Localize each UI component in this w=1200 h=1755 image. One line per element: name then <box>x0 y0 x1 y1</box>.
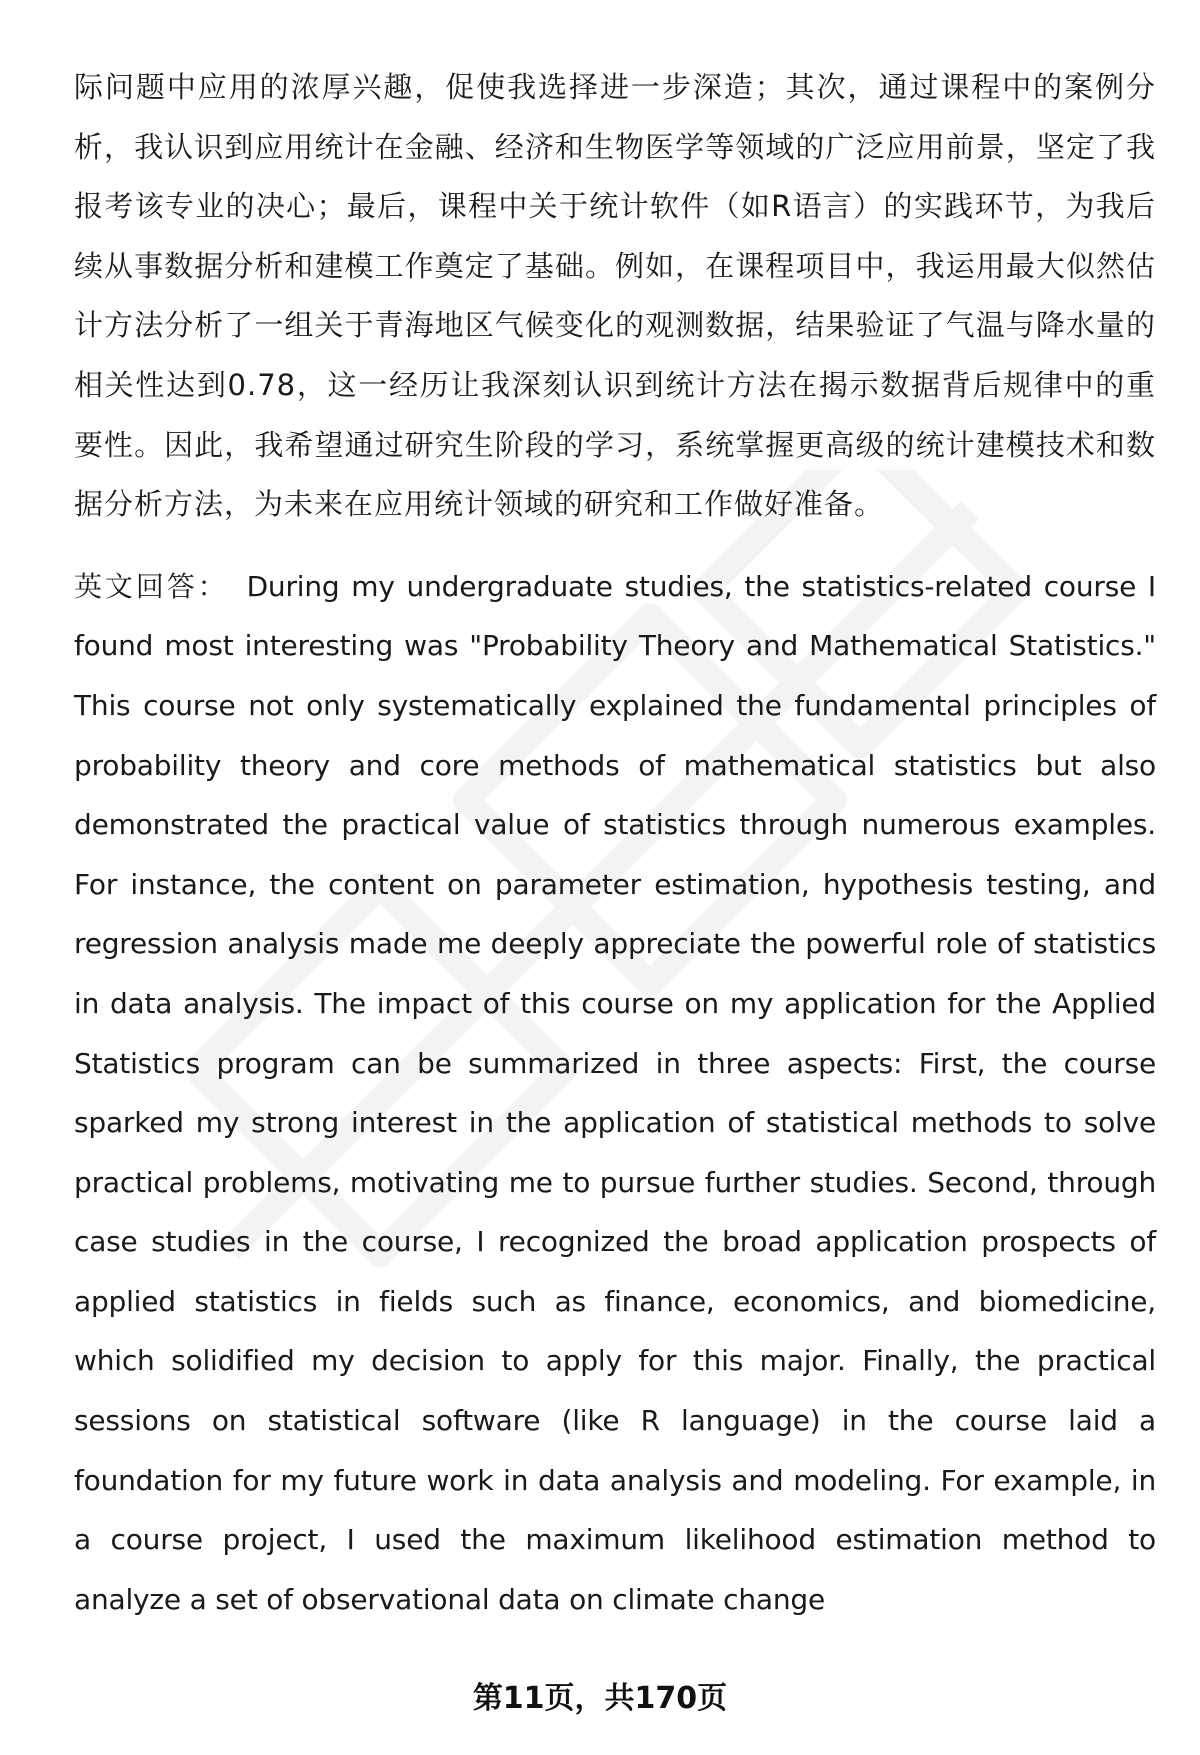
chinese-answer-paragraph: 际问题中应用的浓厚兴趣，促使我选择进一步深造；其次，通过课程中的案例分析，我认识到应用统计在金融、经济和生物医学等领域的广泛应用前景，坚定了我报考该专业的决心；最后，课程中关于统计软件（如R语言）的实践环节，为我后续从事数据分析和建模工作奠定了基础。例如，在课程项目中，我运用最大似然估计方法分析了一组关于青海地区气候变化的观测数据，结果验证了气温与降水量的相关性达到0.78，这一经历让我深刻认识到统计方法在揭示数据背后规律中的重要性。因此，我希望通过研究生阶段的学习，系统掌握更高级的统计建模技术和数据分析方法，为未来在应用统计领域的研究和工作做好准备。 <box>74 70 1156 522</box>
english-answer-paragraph <box>74 557 1156 1630</box>
english-answer-text: During my undergraduate studies, the statistics-related course I found most interesting was "Probability Theory and Mathematical Statistics." This course not only systematically explained the fundamental principles of probability theory and core methods of mathematical statistics but also demonstrated the practical value of statistics through numerous examples. For instance, the content on parameter estimation, hypothesis testing, and regression analysis made me deeply appreciate the powerful role of statistics in data analysis. The impact of this course on my application for the Applied Statistics program can be summarized in three aspects: First, the course sparked my strong interest in the application of statistical methods to solve practical problems, motivating me to pursue further studies. Second, through case studies in the course, I recognized the broad application prospects of applied statistics in fields such as finance, economics, and biomedicine, which solidified my decision to apply for this major. Finally, the practical sessions on statistical software (like R language) in the course laid a foundation for my future work in data analysis and modeling. For example, in a course project, I used the maximum likelihood estimation method to analyze a set of observational data on climate change <box>74 569 1156 1616</box>
document-body <box>74 58 1156 1629</box>
page-number: 第11页，共170页 <box>472 1681 728 1716</box>
english-answer-label: 英文回答： <box>74 569 229 603</box>
